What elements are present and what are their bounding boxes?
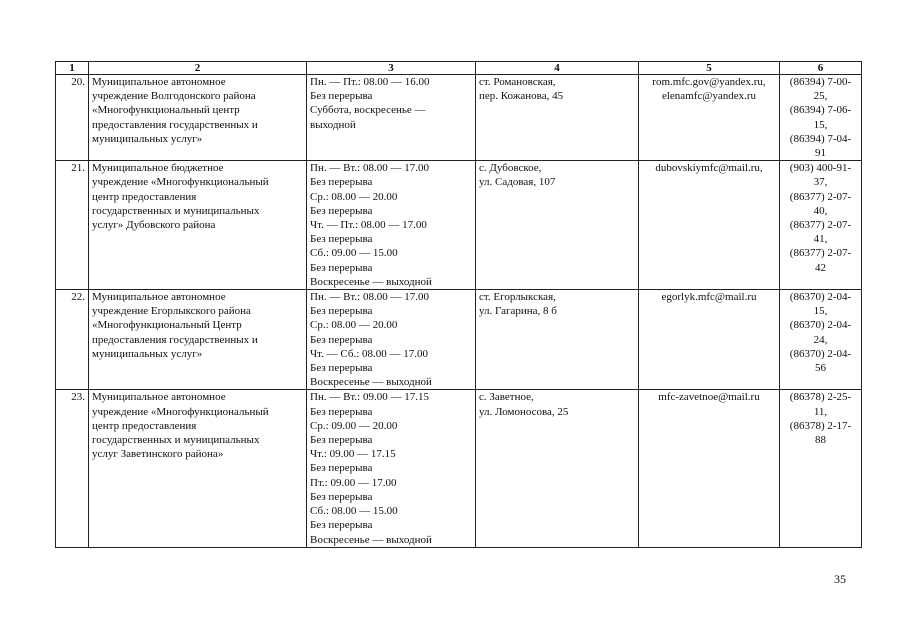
email-line: dubovskiymfc@mail.ru, [655, 162, 763, 175]
phone-line: (86394) 7-00- [789, 76, 852, 88]
hours-line: Без перерыва [310, 405, 373, 418]
address-cell [476, 161, 639, 290]
address-line: пер. Кожанова, 45 [479, 90, 564, 103]
header-cell-3: 3 [307, 62, 476, 75]
address-cell [476, 290, 639, 390]
organization-line: учреждение Егорлыкского района [92, 305, 251, 318]
hours-line: Пн. — Вт.: 08.00 — 17.00 [310, 162, 429, 175]
phone-cell [780, 161, 862, 290]
address-line: с. Дубовское, [479, 162, 542, 175]
phone-line: 40, [813, 204, 828, 217]
header-cell-2: 2 [89, 62, 307, 75]
organization-line: услуг» Дубовского района [92, 219, 216, 232]
address-line: ул. Садовая, 107 [479, 176, 556, 189]
email-line: egorlyk.mfc@mail.ru [661, 291, 757, 304]
address-cell [476, 75, 639, 161]
phone-line: (86377) 2-07- [789, 190, 852, 203]
phone-line: (86394) 7-06- [789, 104, 852, 117]
hours-line: Без перерыва [310, 519, 373, 532]
row-number: 20. [56, 75, 89, 161]
phone-cell [780, 75, 862, 161]
row-number: 21. [56, 161, 89, 290]
phone-line: (86370) 2-04- [789, 291, 852, 304]
phone-line: 37, [813, 176, 828, 189]
email-cell [639, 390, 780, 547]
hours-line: Суббота, воскресенье — [310, 104, 426, 117]
organization-line: центр предоставления [92, 190, 197, 203]
email-cell [639, 75, 780, 161]
hours-line: Пн. — Вт.: 08.00 — 17.00 [310, 291, 429, 304]
hours-line: Сб.: 08.00 — 15.00 [310, 505, 398, 518]
hours-line: Воскресенье — выходной [310, 275, 432, 288]
email-cell [639, 161, 780, 290]
email-line: elenamfc@yandex.ru [661, 90, 757, 103]
organization-line: учреждение «Многофункциональный [92, 405, 269, 418]
phone-line: (86370) 2-04- [789, 347, 852, 360]
table-row [56, 390, 862, 547]
phone-cell [780, 290, 862, 390]
header-cell-4: 4 [476, 62, 639, 75]
phone-line: 15, [813, 305, 828, 318]
email-cell [639, 290, 780, 390]
phone-line: (86377) 2-07- [789, 247, 852, 260]
email-line: mfc-zavetnoe@mail.ru [658, 391, 760, 404]
hours-cell [307, 390, 476, 547]
hours-line: Без перерыва [310, 176, 373, 189]
row-number: 23. [56, 390, 89, 547]
address-line: ул. Ломоносова, 25 [479, 405, 569, 418]
phone-line: (86378) 2-25- [789, 391, 852, 404]
hours-line: Без перерыва [310, 233, 373, 246]
phone-line: 15, [813, 118, 828, 131]
organization-cell [89, 390, 307, 547]
hours-line: Без перерыва [310, 204, 373, 217]
phone-line: 91 [815, 147, 826, 160]
hours-line: Без перерыва [310, 90, 373, 103]
organization-line: «Многофункциональный Центр [92, 319, 242, 332]
table-row [56, 75, 862, 161]
phone-line: 88 [815, 434, 826, 447]
phone-cell [780, 390, 862, 547]
address-line: ул. Гагарина, 8 б [479, 305, 557, 318]
phone-line: 42 [815, 261, 826, 274]
hours-cell [307, 75, 476, 161]
hours-line: Ср.: 08.00 — 20.00 [310, 190, 398, 203]
address-cell [476, 390, 639, 547]
email-line: rom.mfc.gov@yandex.ru, [652, 76, 766, 88]
hours-line: Без перерыва [310, 434, 373, 447]
organization-line: услуг Заветинского района» [92, 448, 224, 461]
hours-cell [307, 290, 476, 390]
organization-line: Муниципальное автономное [92, 291, 226, 304]
hours-line: Без перерыва [310, 333, 373, 346]
organization-line: предоставления государственных и [92, 118, 258, 131]
hours-line: Без перерыва [310, 261, 373, 274]
table-row [56, 161, 862, 290]
organization-line: учреждение «Многофункциональный [92, 176, 269, 189]
hours-line: Без перерыва [310, 490, 373, 503]
hours-line: Воскресенье — выходной [310, 533, 432, 546]
phone-line: 24, [813, 333, 828, 346]
header-cell-6: 6 [780, 62, 862, 75]
hours-line: Без перерыва [310, 362, 373, 375]
address-line: ст. Егорлыкская, [479, 291, 556, 304]
phone-line: 11, [813, 405, 828, 418]
organization-line: государственных и муниципальных [92, 434, 260, 447]
organization-line: центр предоставления [92, 419, 197, 432]
hours-line: Без перерыва [310, 462, 373, 475]
organization-line: предоставления государственных и [92, 333, 258, 346]
organization-line: Муниципальное автономное [92, 76, 226, 88]
organization-cell [89, 161, 307, 290]
address-line: ст. Романовская, [479, 76, 556, 88]
address-line: с. Заветное, [479, 391, 534, 404]
header-row [56, 62, 862, 75]
organization-line: Муниципальное автономное [92, 391, 226, 404]
hours-line: Воскресенье — выходной [310, 376, 432, 389]
table-row [56, 290, 862, 390]
phone-line: 56 [815, 362, 826, 375]
hours-line: Чт.: 09.00 — 17.15 [310, 448, 396, 461]
hours-line: Без перерыва [310, 305, 373, 318]
hours-line: Сб.: 09.00 — 15.00 [310, 247, 398, 260]
hours-line: выходной [310, 118, 356, 131]
phone-line: (86377) 2-07- [789, 219, 852, 232]
organization-line: Муниципальное бюджетное [92, 162, 224, 175]
hours-line: Пт.: 09.00 — 17.00 [310, 476, 397, 489]
organization-line: муниципальных услуг» [92, 132, 203, 145]
phone-line: (903) 400-91- [789, 162, 852, 175]
hours-line: Чт. — Сб.: 08.00 — 17.00 [310, 347, 429, 360]
hours-line: Ср.: 09.00 — 20.00 [310, 419, 398, 432]
hours-line: Пн. — Вт.: 09.00 — 17.15 [310, 391, 429, 404]
phone-line: 41, [813, 233, 828, 246]
phone-line: 25, [813, 90, 828, 103]
organization-cell [89, 290, 307, 390]
organization-line: государственных и муниципальных [92, 204, 260, 217]
hours-cell [307, 161, 476, 290]
organization-cell [89, 75, 307, 161]
phone-line: (86378) 2-17- [789, 419, 852, 432]
hours-line: Чт. — Пт.: 08.00 — 17.00 [310, 219, 427, 232]
phone-line: (86394) 7-04- [789, 132, 852, 145]
header-cell-1: 1 [56, 62, 89, 75]
organization-line: «Многофункциональный центр [92, 104, 240, 117]
header-cell-5: 5 [639, 62, 780, 75]
page-number: 35 [834, 572, 846, 586]
organization-line: муниципальных услуг» [92, 347, 203, 360]
hours-line: Ср.: 08.00 — 20.00 [310, 319, 398, 332]
row-number: 22. [56, 290, 89, 390]
phone-line: (86370) 2-04- [789, 319, 852, 332]
hours-line: Пн. — Пт.: 08.00 — 16.00 [310, 76, 430, 88]
organization-line: учреждение Волгодонского района [92, 90, 256, 103]
document-table [55, 61, 862, 548]
